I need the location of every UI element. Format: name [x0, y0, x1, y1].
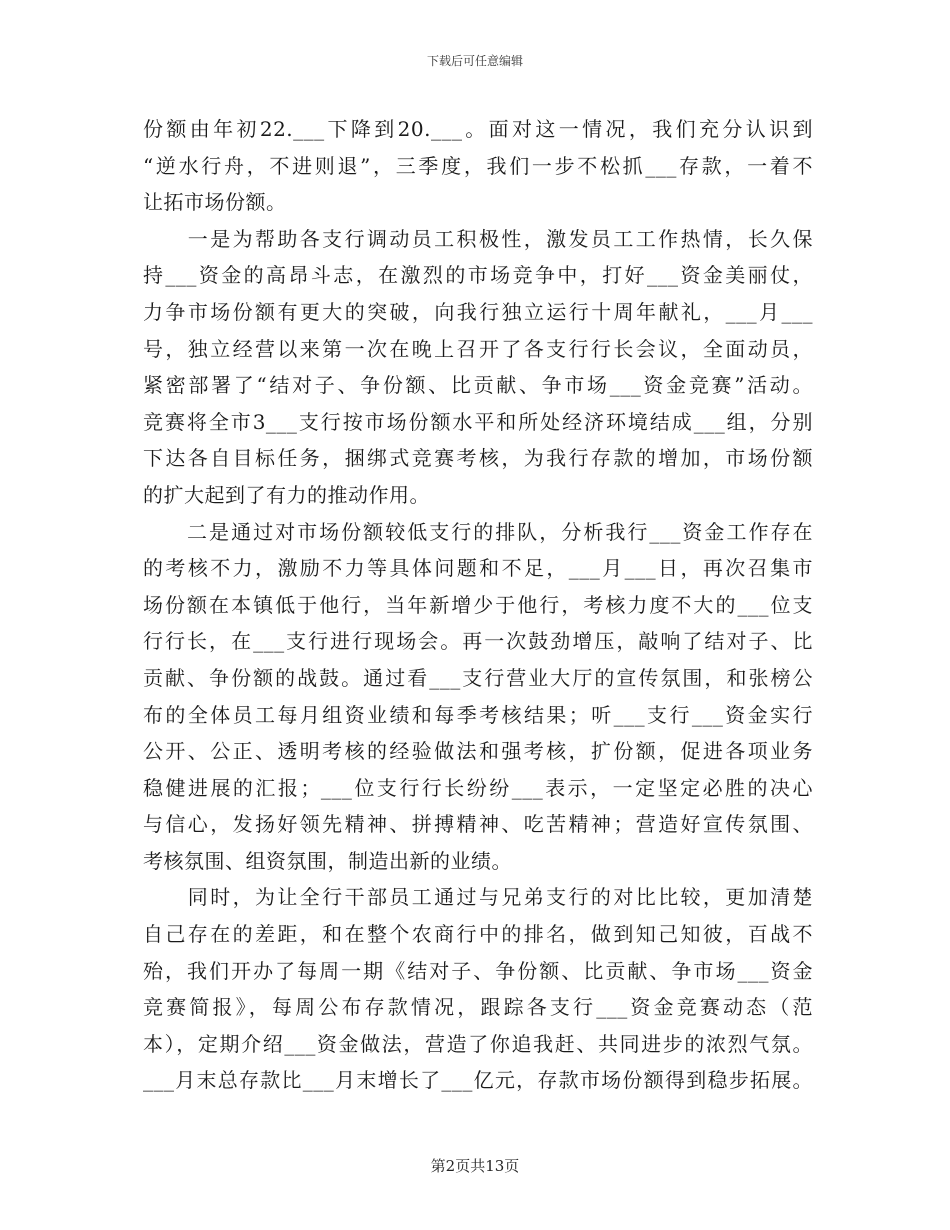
- text-line: 竞赛简报》，每周公布存款情况，跟踪各支行___资金竞赛动态（范: [143, 995, 813, 1020]
- text-line: 贡献、争份额的战鼓。通过看___支行营业大厅的宣传氛围，和张榜公: [143, 665, 813, 690]
- text-line: 场份额在本镇低于他行，当年新增少于他行，考核力度不大的___位支: [143, 592, 813, 617]
- text-line: 紧密部署了“结对子、争份额、比贡献、争市场___资金竞赛”活动。: [143, 373, 813, 398]
- text-line: ___月末总存款比___月末增长了___亿元，存款市场份额得到稳步拓展。: [143, 1068, 813, 1093]
- text-line: 公开、公正、透明考核的经验做法和强考核，扩份额，促进各项业务: [143, 739, 813, 764]
- text-line: 的扩大起到了有力的推动作用。: [143, 482, 430, 507]
- text-line: 号，独立经营以来第一次在晚上召开了各支行行长会议，全面动员，: [143, 336, 813, 361]
- text-line: 稳健进展的汇报；___位支行行长纷纷___表示，一定坚定必胜的决心: [143, 775, 813, 800]
- text-line: 布的全体员工每月组资业绩和每季考核结果；听___支行___资金实行: [143, 702, 813, 727]
- body-text: [143, 111, 813, 1099]
- text-line: 本），定期介绍___资金做法，营造了你追我赶、共同进步的浓烈气氛。: [143, 1031, 813, 1056]
- page-header: 下载后可任意编辑: [426, 54, 523, 68]
- text-line: 与信心，发扬好领先精神、拼搏精神、吃苦精神；营造好宣传氛围、: [143, 812, 813, 837]
- page-footer: 第2页共13页: [430, 1157, 520, 1175]
- text-line: 考核氛围、组资氛围，制造出新的业绩。: [143, 848, 512, 873]
- text-line: 殆，我们开办了每周一期《结对子、争份额、比贡献、争市场___资金: [143, 958, 813, 983]
- text-line: 行行长，在___支行进行现场会。再一次鼓劲增压，敲响了结对子、比: [143, 629, 813, 654]
- text-line: 竞赛将全市3___支行按市场份额水平和所处经济环境结成___组，分别: [143, 409, 813, 434]
- text-line: 同时，为让全行干部员工通过与兄弟支行的对比比较，更加清楚: [143, 885, 813, 910]
- text-line: 一是为帮助各支行调动员工积极性，激发员工工作热情，长久保: [143, 226, 813, 251]
- text-line: 份额由年初22.___下降到20.___。面对这一情况，我们充分认识到: [143, 117, 813, 141]
- text-line: 让拓市场份额。: [143, 190, 287, 215]
- text-line: 下达各自目标任务，捆绑式竞赛考核，为我行存款的增加，市场份额: [143, 446, 813, 471]
- text-line: 力争市场份额有更大的突破，向我行独立运行十周年献礼，___月___: [143, 299, 813, 324]
- text-line: 持___资金的高昂斗志，在激烈的市场竞争中，打好___资金美丽仗，: [143, 263, 813, 288]
- text-line: 的考核不力，激励不力等具体问题和不足，___月___日，再次召集市: [143, 556, 813, 581]
- text-line: “逆水行舟，不进则退”，三季度，我们一步不松抓___存款，一着不: [143, 153, 813, 178]
- text-line: 自己存在的差距，和在整个农商行中的排名，做到知己知彼，百战不: [143, 922, 813, 947]
- text-line: 二是通过对市场份额较低支行的排队，分析我行___资金工作存在: [143, 519, 813, 544]
